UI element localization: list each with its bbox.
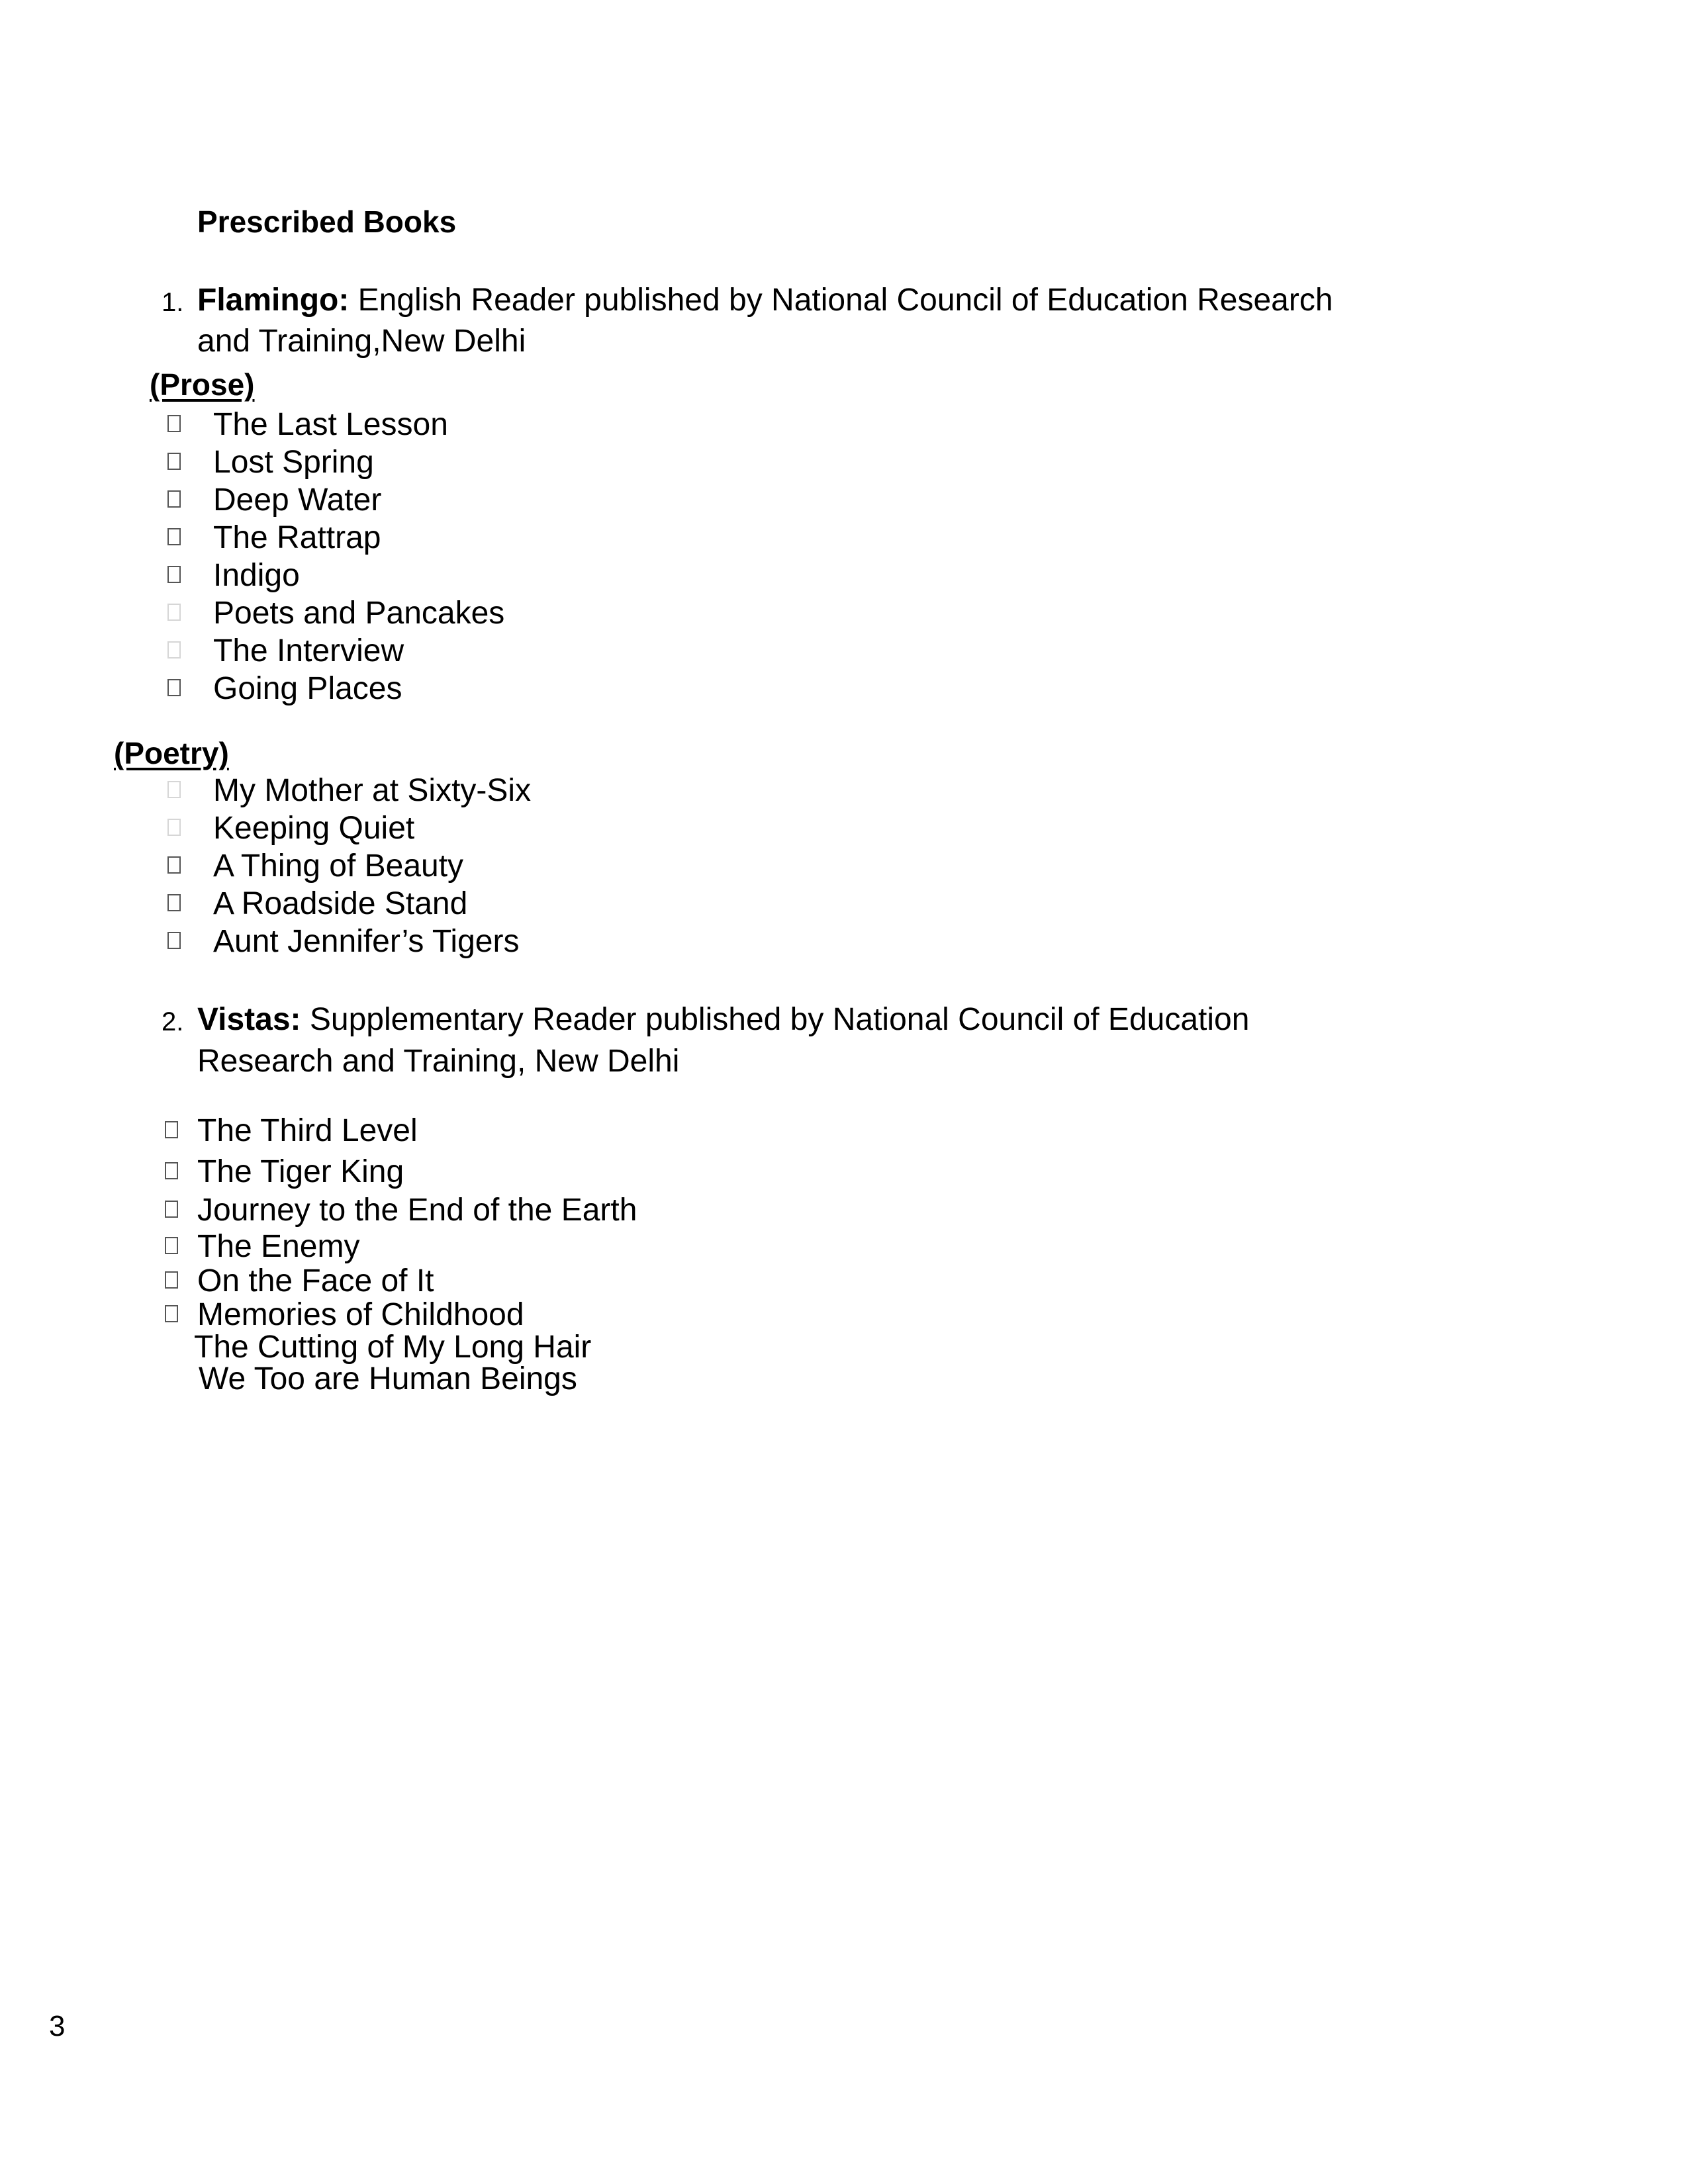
checkbox-icon — [167, 641, 181, 659]
book1-title: Flamingo: — [197, 283, 350, 318]
checkbox-icon — [165, 1271, 178, 1289]
checkbox-icon — [167, 856, 181, 874]
checkbox-icon — [165, 1305, 178, 1322]
vistas-item: Journey to the End of the Earth — [197, 1193, 637, 1228]
checkbox-icon — [167, 679, 181, 696]
poetry-item: A Thing of Beauty — [213, 848, 464, 884]
book1-description — [197, 285, 1333, 316]
prose-item: Going Places — [213, 671, 402, 706]
vistas-item: On the Face of It — [197, 1263, 434, 1298]
checkbox-icon — [165, 1237, 178, 1254]
checkbox-icon — [167, 528, 181, 545]
prose-item: Lost Spring — [213, 445, 374, 480]
book1-number: 1. — [162, 288, 184, 317]
checkbox-icon — [167, 566, 181, 583]
book2-number: 2. — [162, 1007, 184, 1036]
book1-description-line1: English Reader published by National Council of Education Research — [349, 283, 1333, 318]
checkbox-icon — [167, 932, 181, 949]
poetry-item: My Mother at Sixty-Six — [213, 773, 532, 808]
prose-item: Poets and Pancakes — [213, 596, 505, 631]
checkbox-icon — [167, 781, 181, 798]
poetry-item: Aunt Jennifer’s Tigers — [213, 924, 520, 959]
checkbox-icon — [165, 1162, 178, 1179]
prose-item: Indigo — [213, 558, 300, 593]
poetry-item: A Roadside Stand — [213, 886, 468, 921]
page-heading: Prescribed Books — [197, 205, 457, 239]
checkbox-icon — [167, 604, 181, 621]
book2-title: Vistas: — [197, 1002, 301, 1037]
page-number: 3 — [49, 2010, 66, 2042]
checkbox-icon — [167, 894, 181, 911]
checkbox-icon — [165, 1121, 178, 1138]
poetry-label: (Poetry) — [114, 736, 229, 770]
checkbox-icon — [167, 415, 181, 432]
prose-label: (Prose) — [150, 367, 255, 402]
vistas-item: The Enemy — [197, 1229, 360, 1264]
vistas-item: The Third Level — [197, 1113, 418, 1148]
prose-item: The Last Lesson — [213, 407, 448, 442]
checkbox-icon — [167, 490, 181, 508]
book1-description-line2: and Training,New Delhi — [197, 324, 526, 359]
book2-description-line2: Research and Training, New Delhi — [197, 1044, 680, 1079]
checkbox-icon — [165, 1201, 178, 1218]
vistas-item: The Tiger King — [197, 1154, 404, 1189]
poetry-item: Keeping Quiet — [213, 811, 415, 846]
vistas-sub-item: The Cutting of My Long Hair — [194, 1330, 592, 1365]
checkbox-icon — [167, 819, 181, 836]
vistas-item: Memories of Childhood — [197, 1297, 524, 1332]
prose-item: Deep Water — [213, 482, 382, 518]
checkbox-icon — [167, 453, 181, 470]
prose-item: The Rattrap — [213, 520, 381, 555]
prose-item: The Interview — [213, 633, 404, 668]
book2-description — [197, 1004, 1249, 1036]
vistas-sub-item: We Too are Human Beings — [199, 1361, 577, 1396]
book2-description-line1: Supplementary Reader published by National Council of Education — [301, 1002, 1250, 1037]
